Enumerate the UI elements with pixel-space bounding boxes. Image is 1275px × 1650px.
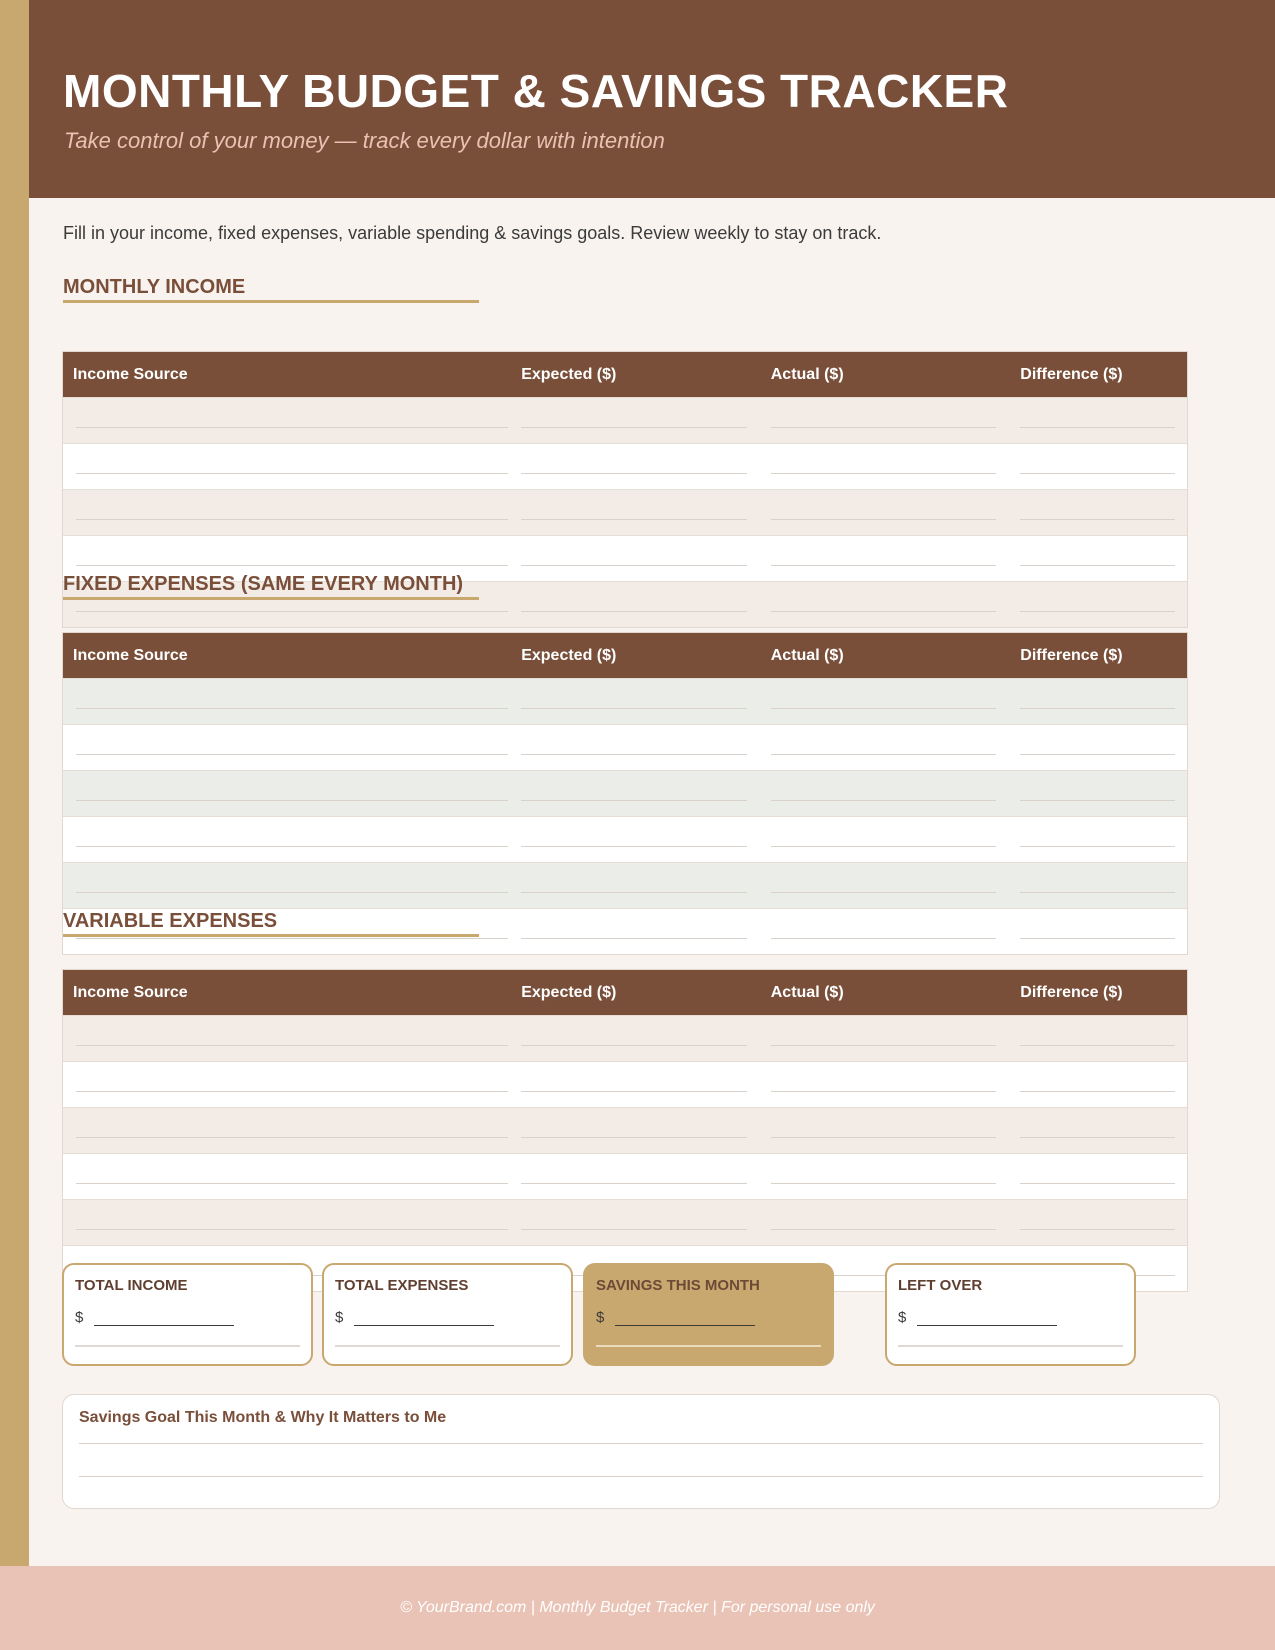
side-stripe [0, 0, 29, 1566]
table-header [63, 633, 1187, 678]
table-row[interactable] [63, 724, 1187, 770]
total-expenses-box[interactable] [322, 1263, 573, 1366]
currency-symbol: $ [335, 1309, 344, 1326]
table-row[interactable] [63, 678, 1187, 724]
col-header-actual: Actual ($) [770, 365, 844, 383]
section-title-fixed: FIXED EXPENSES (SAME EVERY MONTH) [63, 573, 479, 600]
table-row[interactable] [63, 443, 1187, 489]
page-footer [0, 1566, 1275, 1650]
col-header-difference: Difference ($) [1020, 983, 1123, 1001]
col-header-source: Income Source [73, 365, 188, 383]
left-over-label: LEFT OVER [898, 1277, 983, 1294]
amount-blank[interactable] [354, 1325, 494, 1326]
section-title-variable: VARIABLE EXPENSES [63, 910, 479, 937]
writing-line[interactable] [79, 1476, 1203, 1477]
page-header [29, 0, 1275, 198]
table-row[interactable] [63, 1199, 1187, 1245]
amount-blank[interactable] [615, 1325, 755, 1326]
writing-line[interactable] [79, 1443, 1203, 1444]
section-title-income: MONTHLY INCOME [63, 276, 479, 303]
savings-goal-box[interactable] [62, 1394, 1220, 1509]
col-header-expected: Expected ($) [521, 646, 617, 664]
page-subtitle: Take control of your money — track every dollar with intention [64, 128, 665, 153]
col-header-expected: Expected ($) [521, 365, 617, 383]
table-row[interactable] [63, 1015, 1187, 1061]
currency-symbol: $ [898, 1309, 907, 1326]
footer-text: © YourBrand.com | Monthly Budget Tracker | For personal use only [400, 1599, 875, 1616]
currency-symbol: $ [596, 1309, 605, 1326]
col-header-actual: Actual ($) [770, 983, 844, 1001]
divider [335, 1345, 560, 1347]
col-header-difference: Difference ($) [1020, 646, 1123, 664]
table-header [63, 352, 1187, 397]
table-row[interactable] [63, 489, 1187, 535]
divider [898, 1345, 1123, 1347]
table-row[interactable] [63, 816, 1187, 862]
left-over-box[interactable] [885, 1263, 1136, 1366]
table-row[interactable] [63, 1153, 1187, 1199]
table-row[interactable] [63, 1107, 1187, 1153]
total-income-box[interactable] [62, 1263, 313, 1366]
divider [75, 1345, 300, 1347]
table-row[interactable] [63, 770, 1187, 816]
table-header [63, 970, 1187, 1015]
col-header-difference: Difference ($) [1020, 365, 1123, 383]
col-header-source: Income Source [73, 983, 188, 1001]
savings-this-month-box[interactable] [583, 1263, 834, 1366]
variable-expenses-table [62, 969, 1188, 1292]
page-title: MONTHLY BUDGET & SAVINGS TRACKER [63, 65, 1009, 117]
divider [596, 1345, 821, 1347]
currency-symbol: $ [75, 1309, 84, 1326]
total-income-label: TOTAL INCOME [75, 1277, 188, 1294]
amount-blank[interactable] [94, 1325, 234, 1326]
table-row[interactable] [63, 397, 1187, 443]
col-header-actual: Actual ($) [770, 646, 844, 664]
intro-text: Fill in your income, fixed expenses, variable spending & savings goals. Review weekly to stay on track. [63, 223, 882, 243]
savings-this-month-label: SAVINGS THIS MONTH [596, 1277, 760, 1294]
totals-row [62, 1263, 1142, 1366]
savings-goal-label: Savings Goal This Month & Why It Matters to Me [79, 1409, 447, 1426]
amount-blank[interactable] [917, 1325, 1057, 1326]
table-row[interactable] [63, 1061, 1187, 1107]
total-expenses-label: TOTAL EXPENSES [335, 1277, 469, 1294]
col-header-expected: Expected ($) [521, 983, 617, 1001]
fixed-expenses-table [62, 632, 1188, 955]
table-row[interactable] [63, 862, 1187, 908]
col-header-source: Income Source [73, 646, 188, 664]
